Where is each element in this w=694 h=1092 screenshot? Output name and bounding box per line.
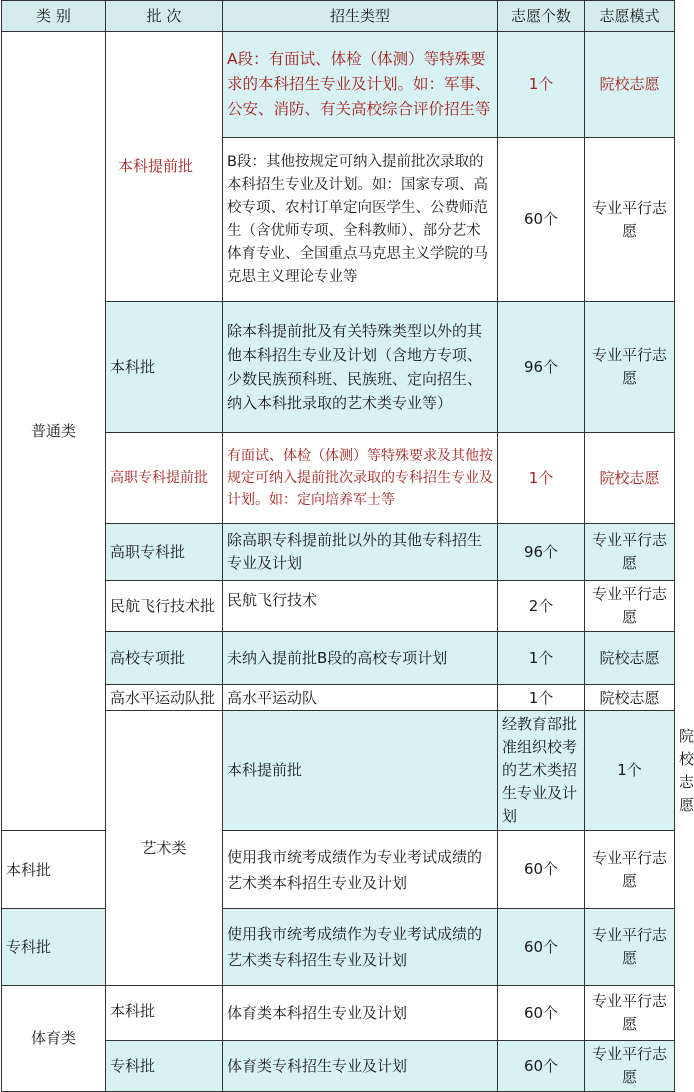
type-cell: A段：有面试、体检（体测）等特殊要求的本科招生专业及计划。如：军事、公安、消防、有关高校综合评价招生等 xyxy=(223,32,498,138)
count-cell: 1个 xyxy=(498,685,585,711)
mode-cell: 院校志愿 xyxy=(585,32,675,138)
count-cell: 1个 xyxy=(498,433,585,524)
table-row xyxy=(2,986,675,1041)
header-mode: 志愿模式 xyxy=(585,1,675,32)
mode-cell: 专业平行志愿 xyxy=(585,302,675,433)
type-cell: 使用我市统考成绩作为专业考试成绩的艺术类专科招生专业及计划 xyxy=(223,909,498,986)
batch-cell: 本科提前批 xyxy=(223,711,498,831)
mode-cell: 专业平行志愿 xyxy=(585,986,675,1041)
type-cell: 使用我市统考成绩作为专业考试成绩的艺术类本科招生专业及计划 xyxy=(223,831,498,909)
type-cell: 有面试、体检（体测）等特殊要求及其他按规定可纳入提前批次录取的专科招生专业及计划。如：定向培养军士等 xyxy=(223,433,498,524)
type-cell: 未纳入提前批B段的高校专项计划 xyxy=(223,632,498,685)
count-cell: 2个 xyxy=(498,581,585,632)
batch-cell: 专科批 xyxy=(2,909,106,986)
batch-cell: 民航飞行技术批 xyxy=(106,581,223,632)
batch-cell: 专科批 xyxy=(106,1041,223,1092)
table-row: 艺术类 本科提前批 经教育部批准组织校考的艺术类招生专业及计划 1个 院校志愿 xyxy=(2,711,675,831)
mode-cell: 专业平行志愿 xyxy=(585,1041,675,1092)
header-count: 志愿个数 xyxy=(498,1,585,32)
batch-cell: 高水平运动队批 xyxy=(106,685,223,711)
type-cell: 经教育部批准组织校考的艺术类招生专业及计划 xyxy=(498,711,585,831)
count-cell: 60个 xyxy=(498,909,585,986)
header-row xyxy=(2,1,675,32)
batch-cell: 高职专科提前批 xyxy=(106,433,223,524)
category-general: 普通类 xyxy=(2,32,106,831)
table-row xyxy=(2,831,675,909)
batch-cell: 本科批 xyxy=(2,831,106,909)
admission-table xyxy=(1,0,694,1092)
batch-cell: 本科批 xyxy=(106,302,223,433)
mode-cell: 院校志愿 xyxy=(585,433,675,524)
count-cell: 1个 xyxy=(498,632,585,685)
mode-cell: 专业平行志愿 xyxy=(585,581,675,632)
type-cell: 除本科提前批及有关特殊类型以外的其他本科招生专业及计划（含地方专项、少数民族预科班、民族班、定向招生、纳入本科批录取的艺术类专业等） xyxy=(223,302,498,433)
category-sports: 体育类 xyxy=(2,986,106,1092)
category-art: 艺术类 xyxy=(106,711,223,986)
count-cell: 1个 xyxy=(585,711,675,831)
batch-cell: 高职专科批 xyxy=(106,524,223,581)
count-cell: 1个 xyxy=(498,32,585,138)
type-cell: 民航飞行技术 xyxy=(223,581,498,632)
type-cell: 体育类专科招生专业及计划 xyxy=(223,1041,498,1092)
mode-cell: 专业平行志愿 xyxy=(585,831,675,909)
batch-cell: 本科批 xyxy=(106,986,223,1041)
mode-cell: 院校志愿 xyxy=(585,632,675,685)
mode-cell: 专业平行志愿 xyxy=(585,524,675,581)
header-category: 类 别 xyxy=(2,1,106,32)
count-cell: 96个 xyxy=(498,302,585,433)
type-cell: B段：其他按规定可纳入提前批次录取的本科招生专业及计划。如：国家专项、高校专项、农村订单定向医学生、公费师范生（含优师专项、全科教师）、部分艺术体育专业、全国重点马克思主义学院的马克思主义理论专业等 xyxy=(223,138,498,302)
mode-cell: 院校志愿 xyxy=(585,685,675,711)
count-cell: 96个 xyxy=(498,524,585,581)
count-cell: 60个 xyxy=(498,986,585,1041)
count-cell: 60个 xyxy=(498,138,585,302)
batch-cell: 高校专项批 xyxy=(106,632,223,685)
type-cell: 高水平运动队 xyxy=(223,685,498,711)
table-row xyxy=(2,32,675,138)
batch-cell: 本科提前批 xyxy=(106,32,223,302)
count-cell: 60个 xyxy=(498,1041,585,1092)
header-type: 招生类型 xyxy=(223,1,498,32)
count-cell: 60个 xyxy=(498,831,585,909)
type-cell: 除高职专科提前批以外的其他专科招生专业及计划 xyxy=(223,524,498,581)
table-row xyxy=(2,909,675,986)
type-cell: 体育类本科招生专业及计划 xyxy=(223,986,498,1041)
mode-cell: 专业平行志愿 xyxy=(585,909,675,986)
mode-cell: 专业平行志愿 xyxy=(585,138,675,302)
header-batch: 批 次 xyxy=(106,1,223,32)
